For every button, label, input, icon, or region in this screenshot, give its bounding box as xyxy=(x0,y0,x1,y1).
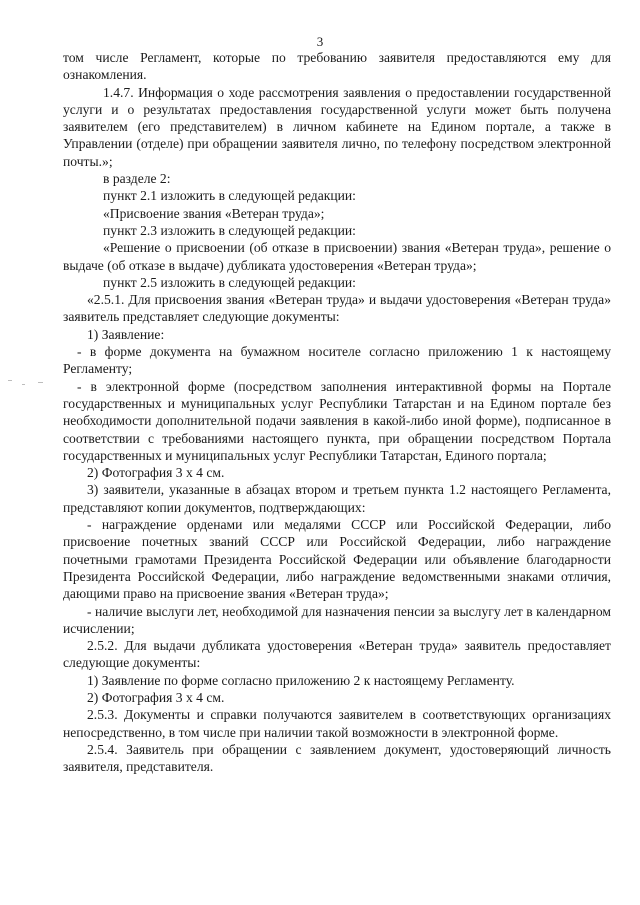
paragraph: пункт 2.1 изложить в следующей редакции: xyxy=(103,188,356,204)
paragraph: том числе Регламент, которые по требованию заявителя предоставляются ему для ознакомления. xyxy=(63,50,611,83)
paragraph: «2.5.1. Для присвоения звания «Ветеран труда» и выдачи удостоверения «Ветеран труда» заявитель представляет следующие документы: xyxy=(63,292,611,325)
page-number: 3 xyxy=(316,34,324,49)
paragraph: 1.4.7. Информация о ходе рассмотрения заявления о предоставлении государственной услуги и о результатах предоставления государственной услуги может быть получена заявителем (его представителем) в личном кабинете на Едином портале, а также в Управлении (отделе) при обращении заявителя лично, по телефону посредством электронной почты.»; xyxy=(63,84,611,169)
paragraph: пункт 2.5 изложить в следующей редакции: xyxy=(103,274,356,290)
paragraph: - наличие выслуги лет, необходимой для назначения пенсии за выслугу лет в календарном исчислении; xyxy=(63,603,611,636)
paragraph: «Присвоение звания «Ветеран труда»; xyxy=(103,205,325,221)
paragraph: 2.5.4. Заявитель при обращении с заявлением документ, удостоверяющий личность заявителя, представителя. xyxy=(63,741,611,775)
paragraph: 1) Заявление: xyxy=(87,326,165,342)
paragraph: - в электронной форме (посредством заполнения интерактивной формы на Портале государственных и муниципальных услуг Республики Татарстан и на Едином портале без необходимости дополнительной подачи заявления в какой-либо иной форме), подписанное в соответствии с требованиями настоящего пункта, при обращении посредством Портала государственных и муниципальных услуг Республики Татарстан, Единого портала; xyxy=(63,378,611,463)
paragraph: 2.5.2. Для выдачи дубликата удостоверения «Ветеран труда» заявитель предоставляет следующие документы: xyxy=(63,638,611,671)
paragraph: 2.5.3. Документы и справки получаются заявителем в соответствующих организациях непосредственно, в том числе при наличии такой возможности в электронной форме. xyxy=(63,707,611,740)
scan-speck xyxy=(8,380,12,381)
paragraph: - в форме документа на бумажном носителе согласно приложению 1 к настоящему Регламенту; xyxy=(63,344,611,377)
paragraph: 2) Фотография 3 х 4 см. xyxy=(87,465,225,481)
paragraph: «Решение о присвоении (об отказе в присвоении) звания «Ветеран труда», решение о выдаче (об отказе в выдаче) дубликата удостоверения «Ветеран труда»; xyxy=(63,240,611,273)
paragraph: 1) Заявление по форме согласно приложению 2 к настоящему Регламенту. xyxy=(87,672,515,688)
paragraph: 3) заявители, указанные в абзацах втором и третьем пункта 1.2 настоящего Регламента, представляют копии документов, подтверждающих: xyxy=(63,482,611,515)
document-body xyxy=(63,49,611,775)
paragraph: - награждение орденами или медалями СССР или Российской Федерации, либо присвоение почетных званий СССР или Российской Федерации, либо награждение почетными грамотами Президента Российской Федерации или объявление благодарности Президента Российской Федерации, либо награждение ведомственными знаками отличия, дающими право на присвоение звания «Ветеран труда»; xyxy=(63,517,611,602)
paragraph: в разделе 2: xyxy=(103,171,171,187)
scan-speck xyxy=(38,382,43,383)
scan-speck xyxy=(22,384,25,385)
paragraph: 2) Фотография 3 х 4 см. xyxy=(87,689,225,705)
paragraph: пункт 2.3 изложить в следующей редакции: xyxy=(103,222,356,238)
